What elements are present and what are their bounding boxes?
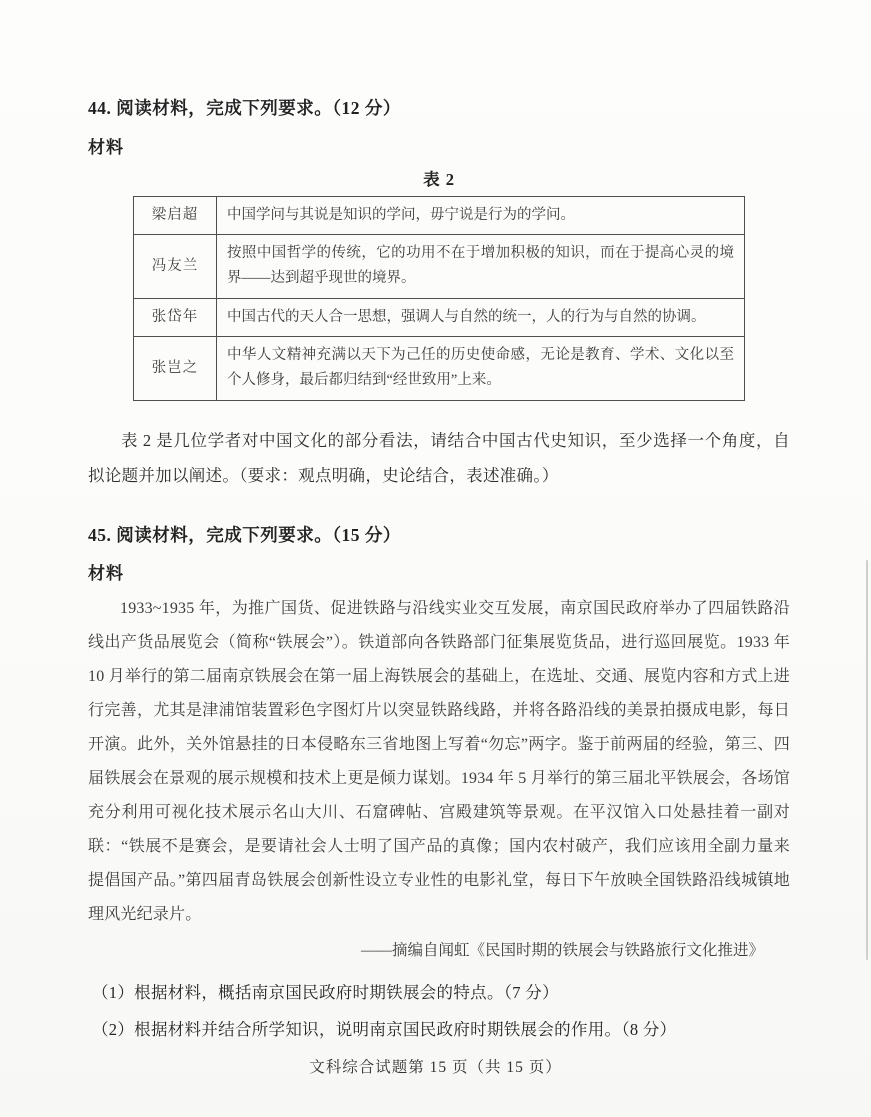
question-45-material-paragraph: 1933~1935 年，为推广国货、促进铁路与沿线实业交互发展，南京国民政府举办了四届铁路沿线出产货品展览会（简称“铁展会”）。铁道部向各铁路部门征集展览货品，进行巡回展览。1933 年 10 月举行的第二届南京铁展会在第一届上海铁展会的基础上，在选址、交通、展览内容和方式上进行完善，尤其是津浦馆装置彩色字图灯片以突显铁路线路，并将各路沿线的美景拍摄成电影，每日开演。此外，关外馆悬挂的日本侵略东三省地图上写着“勿忘”两字。鉴于前两届的经验，第三、四届铁展会在景观的展示规模和技术上更是倾力谋划。1934 年 5 月举行的第三届北平铁展会，各场馆充分利用可视化技术展示名山大川、石窟碑帖、宫殿建筑等景观。在平汉馆入口处悬挂着一副对联：“铁展不是赛会，是要请社会人士明了国产品的真像；国内农村破产，我们应该用全副力量来提倡国产品。”第四届青岛铁展会创新性设立专业性的电影礼堂，每日下午放映全国铁路沿线城镇地理风光纪录片。 (88, 600, 790, 924)
scholar-view-cell: 按照中国哲学的传统，它的功用不在于增加积极的知识，而在于提高心灵的境界——达到超乎现世的境界。 (217, 234, 745, 298)
question-44-task: 表 2 是几位学者对中国文化的部分看法，请结合中国古代史知识，至少选择一个角度，自拟论题并加以阐述。（要求：观点明确，史论结合，表述准确。） (88, 430, 790, 485)
table-row (134, 196, 745, 234)
scholar-name-cell: 梁启超 (134, 196, 217, 234)
page-content (88, 96, 790, 1048)
table-row (134, 298, 745, 336)
table-row (134, 234, 745, 298)
sub-question-1: （1）根据材料，概括南京国民政府时期铁展会的特点。（7 分） (92, 983, 559, 1003)
sub-question-2: （2）根据材料并结合所学知识，说明南京国民政府时期铁展会的作用。（8 分） (92, 1020, 677, 1040)
question-45-block (88, 523, 790, 1049)
scholar-view-cell: 中国古代的天人合一思想，强调人与自然的统一，人的行为与自然的协调。 (217, 298, 745, 336)
question-45-header: 45. 阅读材料，完成下列要求。（15 分） (88, 524, 401, 545)
sub-questions (88, 974, 790, 1048)
question-44-material-label: 材料 (88, 137, 124, 157)
scholar-view-cell: 中华人文精神充满以天下为己任的历史使命感，无论是教育、学术、文化以至个人修身，最后都归结到“经世致用”上来。 (217, 337, 745, 401)
table-row (134, 337, 745, 401)
scholar-views-table (133, 196, 745, 401)
question-44-header: 44. 阅读材料，完成下列要求。（12 分） (88, 98, 401, 118)
table-2-caption: 表 2 (423, 169, 455, 189)
source-attribution: ——摘编自闻虹《民国时期的铁展会与铁路旅行文化推进》 (360, 942, 764, 960)
scholar-view-cell: 中国学问与其说是知识的学问，毋宁说是行为的学问。 (217, 196, 745, 234)
scan-artifact-line (866, 560, 868, 960)
scholar-name-cell: 张岱年 (134, 298, 217, 336)
scholar-name-cell: 张岂之 (134, 337, 217, 401)
scholar-name-cell: 冯友兰 (134, 234, 217, 298)
question-45-material-label: 材料 (88, 564, 124, 584)
page-footer: 文科综合试题第 15 页（共 15 页） (309, 1059, 562, 1076)
